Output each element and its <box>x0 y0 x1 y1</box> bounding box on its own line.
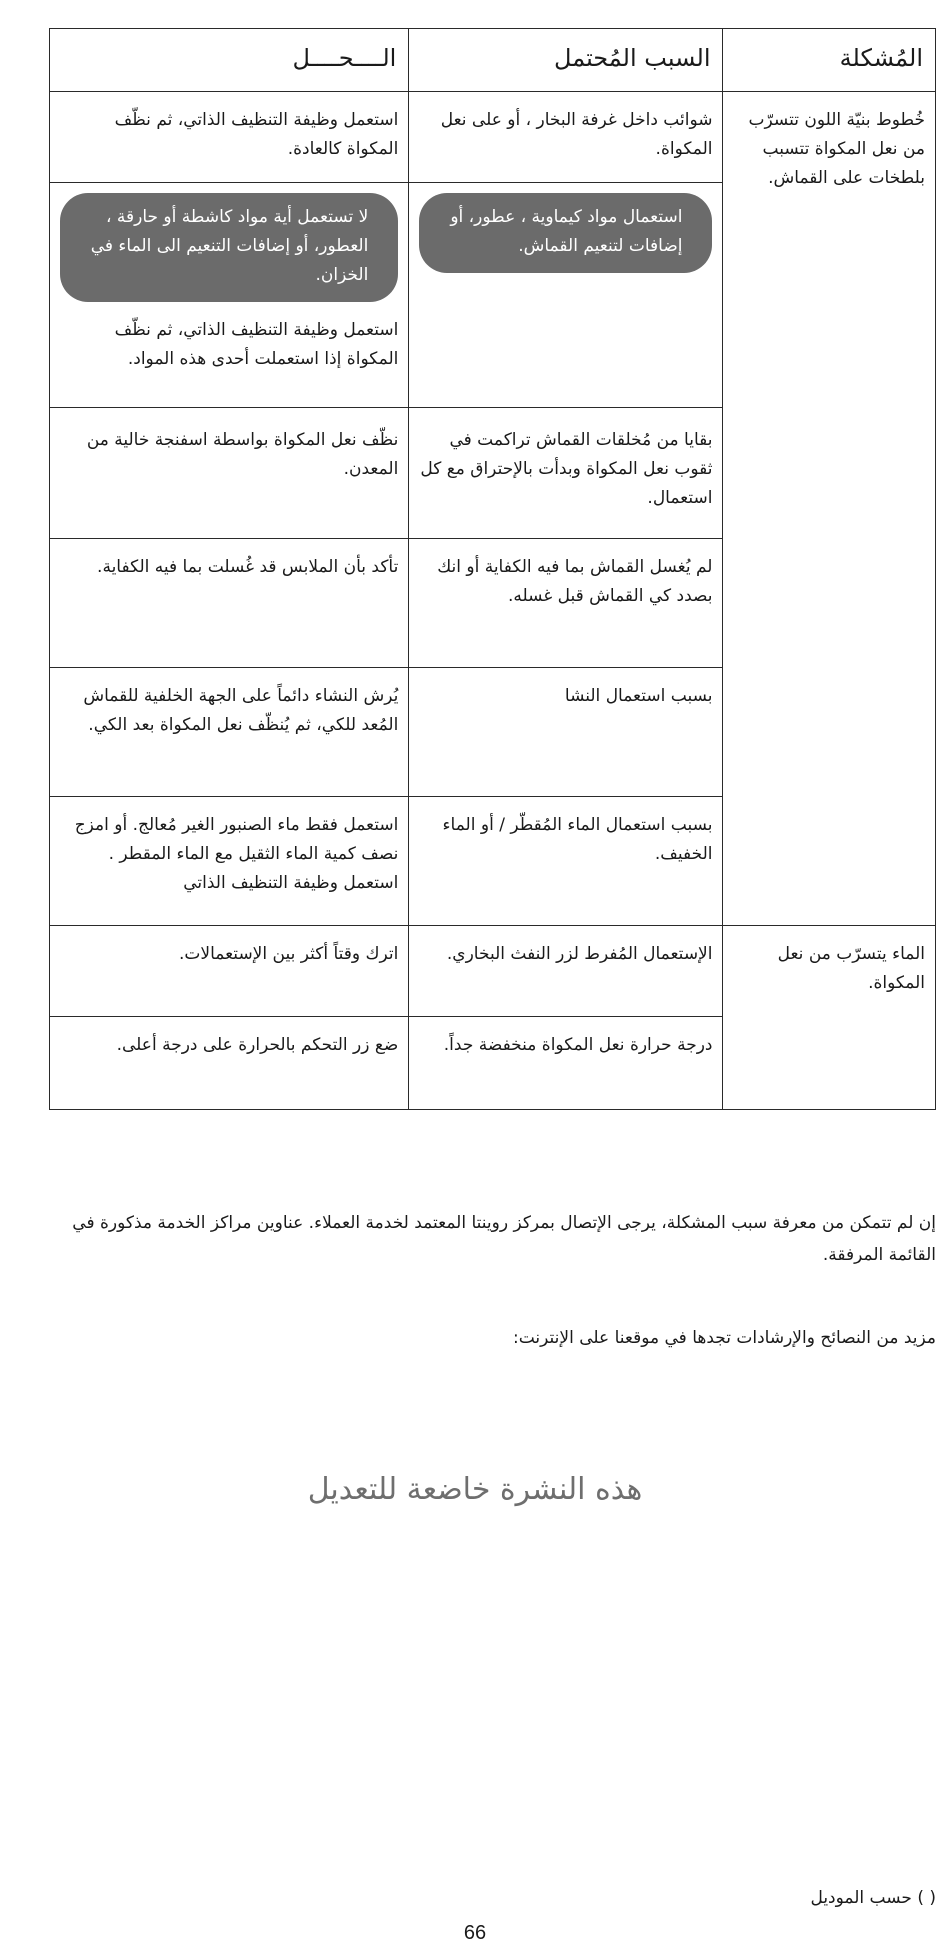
cause-cell: الإستعمال المُفرط لزر النفث البخاري. <box>409 926 723 1017</box>
cause-cell: شوائب داخل غرفة البخار ، أو على نعل المكواة. <box>409 92 723 183</box>
problem-cell: خُطوط بنيّة اللون تتسرّب من نعل المكواة تتسبب بلطخات على القماش. <box>723 92 936 926</box>
cause-cell: درجة حرارة نعل المكواة منخفضة جداً. <box>409 1017 723 1110</box>
solution-cell: ضع زر التحكم بالحرارة على درجة أعلى. <box>50 1017 409 1110</box>
cause-cell: بقايا من مُخلقات القماش تراكمت في ثقوب نعل المكواة وبدأت بالإحتراق مع كل استعمال. <box>409 408 723 539</box>
contact-paragraph: إن لم تتمكن من معرفة سبب المشكلة، يرجى الإتصال بمركز روينتا المعتمد لخدمة العملاء. عناوين مراكز الخدمة مذكورة في القائمة المرفقة. <box>72 1213 936 1265</box>
website-paragraph: مزيد من النصائح والإرشادات تجدها في موقعنا على الإنترنت: <box>513 1328 936 1348</box>
solution-cell: استعمل فقط ماء الصنبور الغير مُعالج. أو امزج نصف كمية الماء الثقيل مع الماء المقطر . استعمل وظيفة التنظيف الذاتي <box>50 797 409 926</box>
subject-to-change-notice: هذه النشرة خاضعة للتعديل <box>307 1472 643 1507</box>
solution-warning-pill: لا تستعمل أية مواد كاشطة أو حارقة ، العطور، أو إضافات التنعيم الى الماء في الخزان. <box>60 193 398 302</box>
solution-cell: استعمل وظيفة التنظيف الذاتي، ثم نظّف المكواة كالعادة. <box>50 92 409 183</box>
solution-cell <box>50 183 409 408</box>
table-row <box>50 926 936 1017</box>
table-row <box>50 92 936 183</box>
header-problem: المُشكلة <box>723 29 936 92</box>
problem-cell: الماء يتسرّب من نعل المكواة. <box>723 926 936 1110</box>
header-cause: السبب المُحتمل <box>409 29 723 92</box>
troubleshooting-table <box>49 28 936 1110</box>
solution-cell: اترك وقتاً أكثر بين الإستعمالات. <box>50 926 409 1017</box>
solution-text: استعمل وظيفة التنظيف الذاتي، ثم نظّف المكواة إذا استعملت أحدى هذه المواد. <box>114 320 399 369</box>
solution-cell: نظّف نعل المكواة بواسطة اسفنجة خالية من المعدن. <box>50 408 409 539</box>
cause-cell: بسبب استعمال النشا <box>409 668 723 797</box>
solution-cell: يُرش النشاء دائماً على الجهة الخلفية للقماش المُعد للكي، ثم يُنظّف نعل المكواة بعد الكي. <box>50 668 409 797</box>
cause-warning-pill: استعمال مواد كيماوية ، عطور، أو إضافات لتنعيم القماش. <box>419 193 712 273</box>
solution-cell: تأكد بأن الملابس قد غُسلت بما فيه الكفاية. <box>50 539 409 668</box>
cause-cell: لم يُغسل القماش بما فيه الكفاية أو انك بصدد كي القماش قبل غسله. <box>409 539 723 668</box>
header-solution: الــــحــــل <box>50 29 409 92</box>
cause-cell <box>409 183 723 408</box>
page-number: 66 <box>463 1922 487 1944</box>
model-note: ( ) حسب الموديل <box>810 1888 936 1908</box>
table-header-row <box>50 29 936 92</box>
cause-cell: بسبب استعمال الماء المُقطّر / أو الماء الخفيف. <box>409 797 723 926</box>
